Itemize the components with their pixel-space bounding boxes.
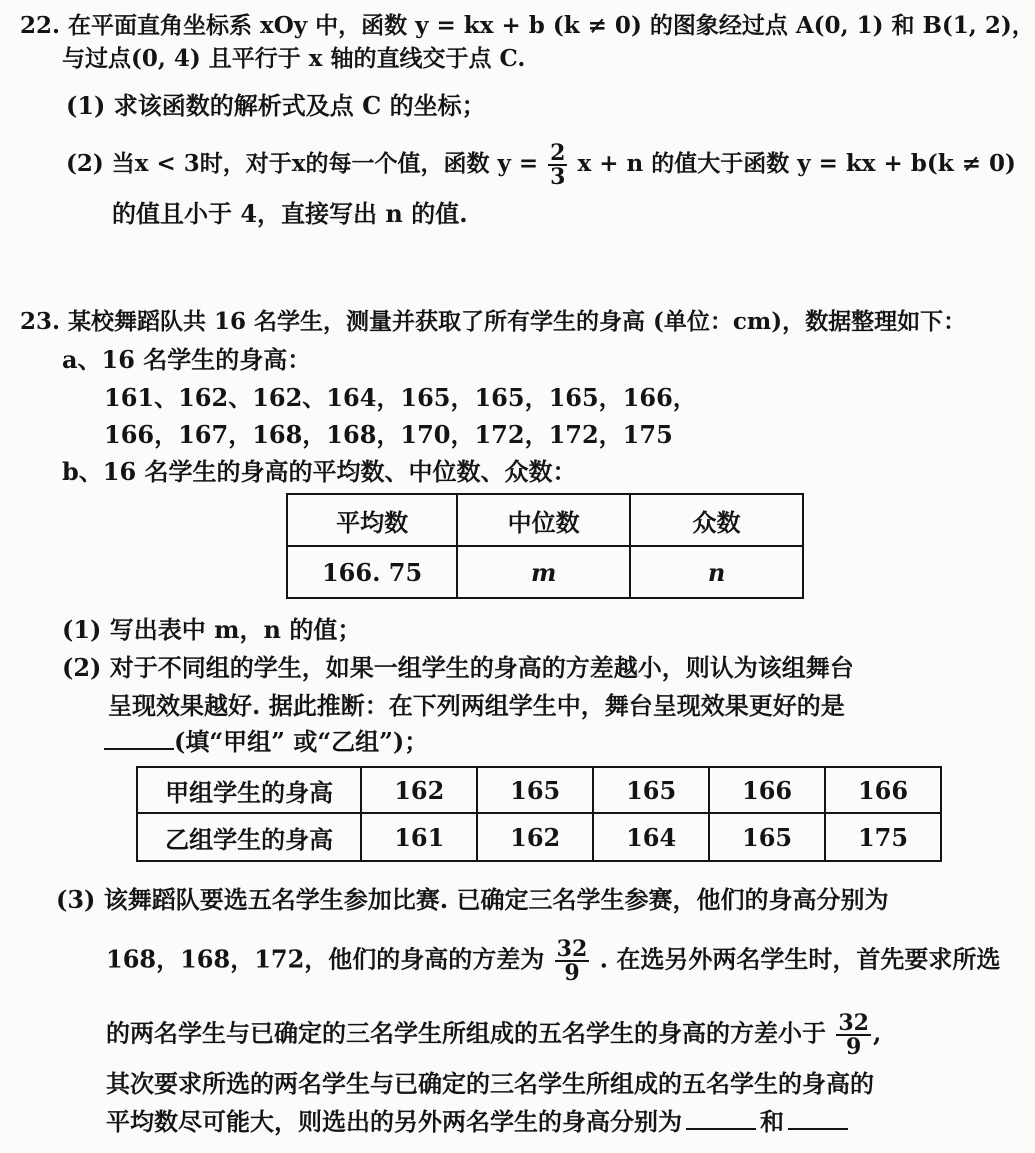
fraction-two-thirds [548, 142, 567, 188]
fraction-numerator: 32 [556, 936, 588, 962]
fraction-denominator: 9 [846, 1034, 862, 1060]
q23-b-label: b、16 名学生的身高的平均数、中位数、众数： [62, 457, 577, 486]
q23-part3-line5 [106, 1106, 848, 1138]
q23-part3-line4: 其次要求所选的两名学生与已确定的三名学生所组成的五名学生的身高的 [106, 1069, 874, 1098]
stats-table [286, 493, 804, 599]
value-mean: 166. 75 [287, 546, 457, 598]
stats-header-row [287, 494, 803, 546]
yi-height-5: 175 [825, 813, 941, 861]
q23-part3-line2-text-b: . 在选另外两名学生时，首先要求所选 [599, 944, 1001, 974]
value-median: m [457, 546, 630, 598]
q23-part2-line3-text: (填“甲组” 或“乙组”)； [174, 727, 429, 756]
yi-height-1: 161 [361, 813, 477, 861]
value-mode: n [630, 546, 803, 598]
q23-part1: (1) 写出表中 m，n 的值； [62, 615, 362, 644]
header-mode: 众数 [630, 494, 803, 546]
stats-value-row [287, 546, 803, 598]
fraction-numerator: 2 [550, 140, 566, 166]
jia-height-3: 165 [593, 767, 709, 813]
q22-part1: (1) 求该函数的解析式及点 C 的坐标； [66, 91, 486, 120]
q22-line2: 与过点(0, 4) 且平行于 x 轴的直线交于点 C. [62, 45, 526, 72]
fraction-denominator: 9 [564, 960, 580, 986]
fraction-denominator: 3 [550, 164, 566, 190]
q22-part2-line1 [66, 142, 1016, 188]
jia-height-4: 166 [709, 767, 825, 813]
yi-height-2: 162 [477, 813, 593, 861]
jia-height-2: 165 [477, 767, 593, 813]
jia-height-5: 166 [825, 767, 941, 813]
q22-part2-line2: 的值且小于 4，直接写出 n 的值. [112, 199, 468, 228]
groups-row-yi [137, 813, 941, 861]
q23-part3-line2-text-a: 168，168，172，他们的身高的方差为 [106, 944, 545, 974]
row-label-yi: 乙组学生的身高 [137, 813, 361, 861]
q22-line1: 22. 在平面直角坐标系 xOy 中，函数 y = kx + b (k ≠ 0) 的图象经过点 A(0, 1) 和 B(1, 2)， [20, 12, 1035, 39]
fraction-32-ninths [836, 1012, 871, 1058]
q23-part3-line2 [106, 938, 1000, 984]
yi-height-3: 164 [593, 813, 709, 861]
q23-a-data-line2: 166，167，168，168，170，172，172，175 [104, 420, 673, 449]
q23-part3-line5-and: 和 [760, 1107, 784, 1136]
q23-part2-line3 [104, 726, 428, 758]
q23-part2-line2: 呈现效果越好. 据此推断：在下列两组学生中，舞台呈现效果更好的是 [108, 691, 845, 720]
groups-table [136, 766, 942, 862]
q23-part3-line5-text: 平均数尽可能大，则选出的另外两名学生的身高分别为 [106, 1107, 682, 1136]
q23-part2-line1: (2) 对于不同组的学生，如果一组学生的身高的方差越小，则认为该组舞台 [62, 653, 854, 682]
fraction-numerator: 32 [838, 1010, 869, 1036]
q23-a-data-line1: 161、162、162、164，165，165，165，166， [104, 383, 697, 412]
groups-row-jia [137, 767, 941, 813]
jia-height-1: 162 [361, 767, 477, 813]
q23-line1: 23. 某校舞蹈队共 16 名学生，测量并获取了所有学生的身高 (单位：cm)，数据整理如下： [20, 308, 967, 335]
answer-blank-height-1[interactable] [686, 1106, 756, 1130]
answer-blank-group[interactable] [104, 726, 174, 750]
q23-a-label: a、16 名学生的身高： [62, 345, 312, 374]
q23-part3-line3-text: 的两名学生与已确定的三名学生所组成的五名学生的身高的方差小于 [106, 1018, 826, 1048]
row-label-jia: 甲组学生的身高 [137, 767, 361, 813]
q23-part3-line1: (3) 该舞蹈队要选五名学生参加比赛. 已确定三名学生参赛，他们的身高分别为 [56, 885, 889, 914]
q23-part3-line3 [106, 1012, 881, 1058]
answer-blank-height-2[interactable] [788, 1106, 848, 1130]
fraction-32-ninths [555, 938, 590, 984]
q22-part2-text-b: x + n 的值大于函数 y = kx + b(k ≠ 0) [577, 150, 1016, 177]
q22-part2-text-a: (2) 当x < 3时，对于x的每一个值，函数 y = [66, 150, 539, 177]
yi-height-4: 165 [709, 813, 825, 861]
header-mean: 平均数 [287, 494, 457, 546]
comma: , [872, 1018, 882, 1048]
header-median: 中位数 [457, 494, 630, 546]
